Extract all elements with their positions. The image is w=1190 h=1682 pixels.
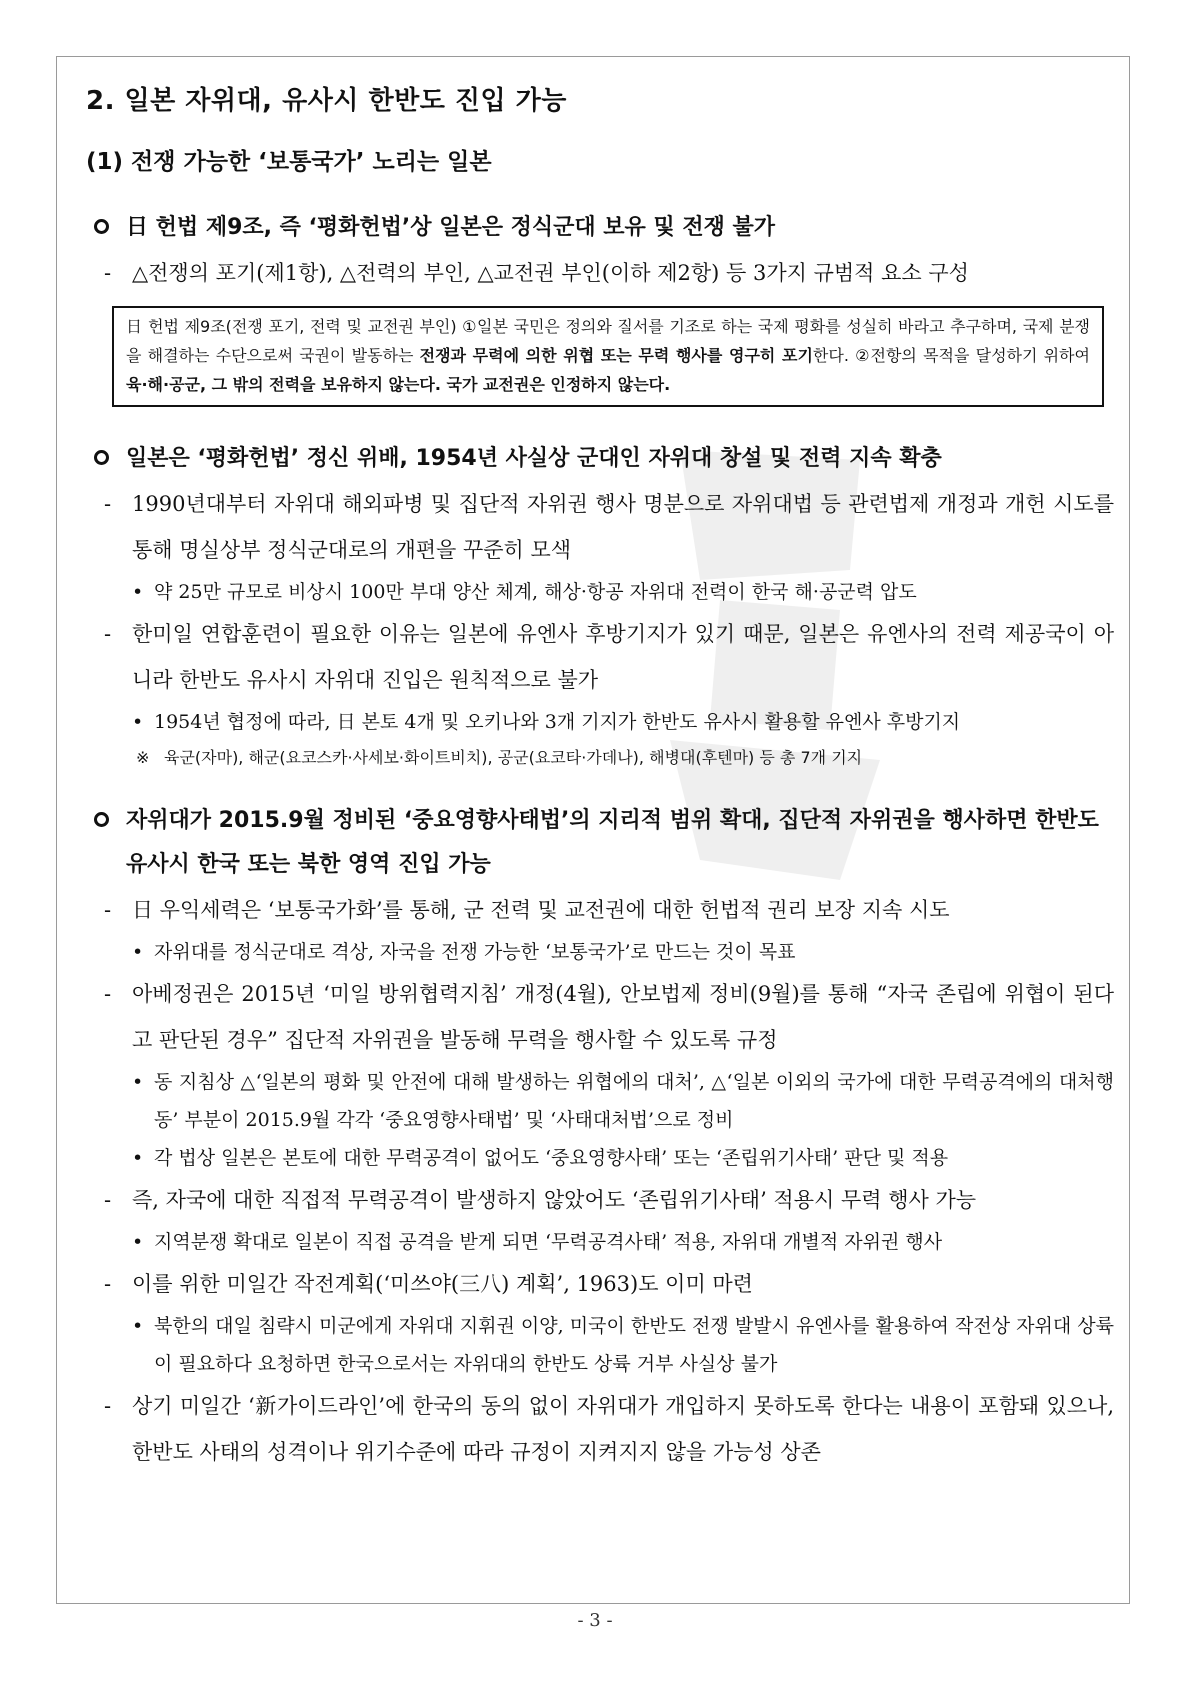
dot-item: • 자위대를 정식군대로 격상, 자국을 전쟁 가능한 ‘보통국가’로 만드는 것이 목표 xyxy=(132,941,796,963)
subsection-title: (1) 전쟁 가능한 ‘보통국가’ 노리는 일본 xyxy=(86,149,492,175)
dot-item: • 동 지침상 △‘일본의 평화 및 안전에 대해 발생하는 위협에의 대처’, △‘일본 이외의 국가에 대한 무력공격에의 대처행동’ 부분이 2015.9월 각각 ‘중요영향사태법’ 및 ‘사태대처법’으로 정비 xyxy=(132,1071,1114,1131)
constitution-quote-box: 日 헌법 제9조(전쟁 포기, 전력 및 교전권 부인) ①일본 국민은 정의와 질서를 기조로 하는 국제 평화를 성실히 바라고 추구하며, 국제 분쟁을 해결하는 수단으로써 국권이 발동하는 전쟁과 무력에 의한 위협 또는 무력 행사를 영구히 포기한다. ②전항의 목적을 달성하기 위하여 육·해·공군, 그 밖의 전력을 보유하지 않는다. 국가 교전권은 인정하지 않는다. xyxy=(112,306,1104,407)
bullet-heading: 日 헌법 제9조, 즉 ‘평화헌법’상 일본은 정식군대 보유 및 전쟁 불가 xyxy=(84,206,1114,250)
dash-item: - 1990년대부터 자위대 해외파병 및 집단적 자위권 행사 명분으로 자위대법 등 관련법제 개정과 개헌 시도를 통해 명실상부 정식군대로의 개편을 꾸준히 모색 xyxy=(104,492,1114,562)
dot-item: • 지역분쟁 확대로 일본이 직접 공격을 받게 되면 ‘무력공격사태’ 적용, 자위대 개별적 자위권 행사 xyxy=(132,1231,943,1253)
dot-item: • 1954년 협정에 따라, 日 본토 4개 및 오키나와 3개 기지가 한반도 유사시 활용할 유엔사 후방기지 xyxy=(132,711,961,733)
dot-item: • 약 25만 규모로 비상시 100만 부대 양산 체계, 해상·항공 자위대 전력이 한국 해·공군력 압도 xyxy=(132,581,917,603)
document-body xyxy=(84,80,1114,1475)
dot-item: • 북한의 대일 침략시 미군에게 자위대 지휘권 이양, 미국이 한반도 전쟁 발발시 유엔사를 활용하여 작전상 자위대 상륙이 필요하다 요청하면 한국으로서는 자위대의 한반도 상륙 거부 사실상 불가 xyxy=(132,1315,1114,1375)
dot-item: • 각 법상 일본은 본토에 대한 무력공격이 없어도 ‘중요영향사태’ 또는 ‘존립위기사태’ 판단 및 적용 xyxy=(132,1147,949,1169)
circle-bullet-icon xyxy=(94,812,109,827)
page-number: - 3 - xyxy=(577,1610,613,1631)
dash-item: - 즉, 자국에 대한 직접적 무력공격이 발생하지 않았어도 ‘존립위기사태’ 적용시 무력 행사 가능 xyxy=(104,1188,977,1212)
section-title: 2. 일본 자위대, 유사시 한반도 진입 가능 xyxy=(86,86,567,116)
dash-item: - 상기 미일간 ‘新가이드라인’에 한국의 동의 없이 자위대가 개입하지 못하도록 한다는 내용이 포함돼 있으나, 한반도 사태의 성격이나 위기수준에 따라 규정이 지켜지지 않을 가능성 상존 xyxy=(104,1394,1114,1464)
circle-bullet-icon xyxy=(94,450,109,465)
circle-bullet-icon xyxy=(94,219,109,234)
dash-item: - 이를 위한 미일간 작전계획(‘미쓰야(三八) 계획’, 1963)도 이미 마련 xyxy=(104,1272,753,1296)
dash-item: - 한미일 연합훈련이 필요한 이유는 일본에 유엔사 후방기지가 있기 때문, 일본은 유엔사의 전력 제공국이 아니라 한반도 유사시 자위대 진입은 원칙적으로 불가 xyxy=(104,622,1114,692)
dash-item: - 아베정권은 2015년 ‘미일 방위협력지침’ 개정(4월), 안보법제 정비(9월)를 통해 “자국 존립에 위협이 된다고 판단된 경우” 집단적 자위권을 발동해 무력을 행사할 수 있도록 규정 xyxy=(104,982,1114,1052)
dash-item: - △전쟁의 포기(제1항), △전력의 부인, △교전권 부인(이하 제2항) 등 3가지 규범적 요소 구성 xyxy=(104,261,969,285)
note-item: ※ 육군(자마), 해군(요코스카·사세보·화이트비치), 공군(요코타·가데나), 해병대(후텐마) 등 총 7개 기지 xyxy=(136,748,863,767)
bullet-heading: 자위대가 2015.9월 정비된 ‘중요영향사태법’의 지리적 범위 확대, 집단적 자위권을 행사하면 한반도 유사시 한국 또는 북한 영역 진입 가능 xyxy=(84,799,1114,887)
bullet-heading: 일본은 ‘평화헌법’ 정신 위배, 1954년 사실상 군대인 자위대 창설 및 전력 지속 확충 xyxy=(84,437,1114,481)
dash-item: - 日 우익세력은 ‘보통국가화’를 통해, 군 전력 및 교전권에 대한 헌법적 권리 보장 지속 시도 xyxy=(104,898,950,922)
